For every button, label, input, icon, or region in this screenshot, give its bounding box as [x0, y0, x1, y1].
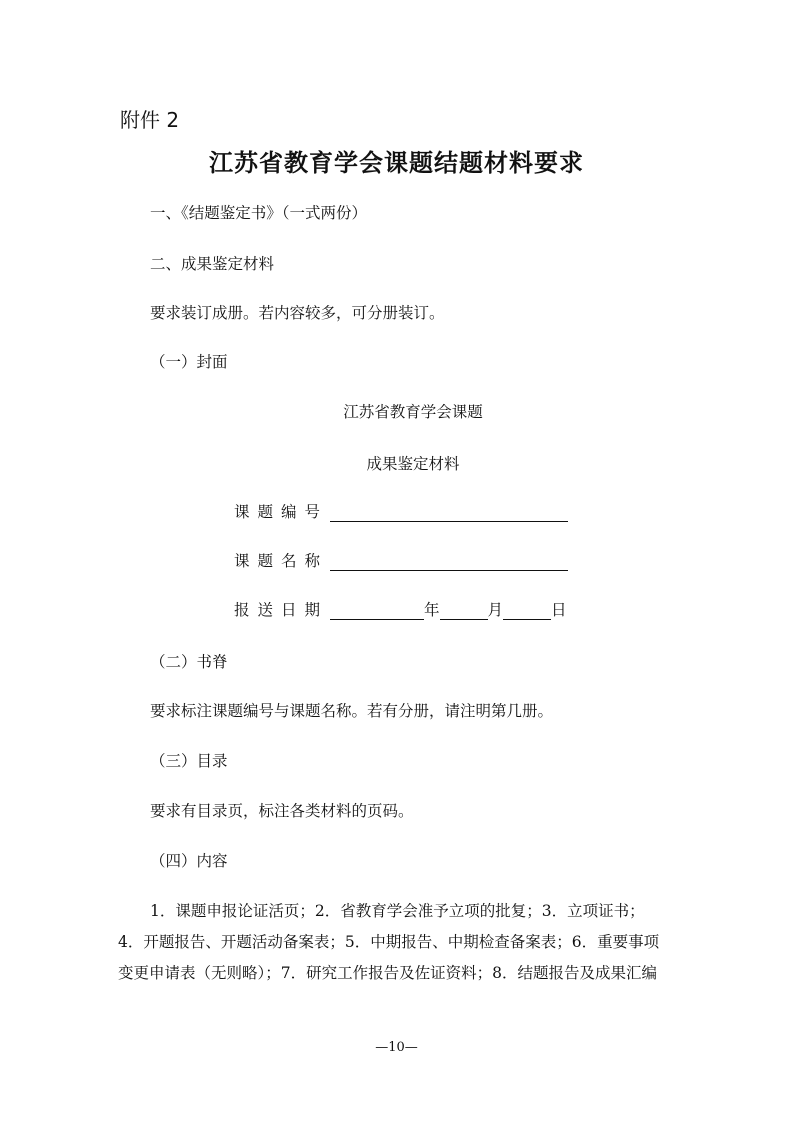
field-submit-date-label: 报送日期 [234, 601, 329, 619]
cover-line-2: 成果鉴定材料 [366, 455, 460, 473]
year-blank [330, 601, 424, 620]
spine-description: 要求标注课题编号与课题名称。若有分册，请注明第几册。 [150, 702, 554, 720]
topic-name-blank [330, 552, 568, 571]
content-line-2: 4．开题报告、开题活动备案表；5．中期报告、中期检查备案表；6．重要事项 [118, 933, 660, 951]
toc-description: 要求有目录页，标注各类材料的页码。 [150, 802, 414, 820]
day-label: 日 [551, 601, 567, 619]
field-topic-number [234, 500, 568, 522]
document-title: 江苏省教育学会课题结题材料要求 [209, 149, 584, 177]
year-label: 年 [424, 601, 440, 619]
section-2: 二、成果鉴定材料 [150, 255, 275, 273]
content-heading: （四）内容 [150, 852, 228, 870]
content-line-3: 变更申请表（无则略）；7．研究工作报告及佐证资料；8．结题报告及成果汇编 [118, 964, 657, 982]
day-blank [503, 601, 551, 620]
field-topic-number-label: 课题编号 [234, 503, 329, 521]
cover-heading: （一）封面 [150, 353, 228, 371]
month-blank [440, 601, 488, 620]
content-line-1: 1．课题申报论证活页；2．省教育学会准予立项的批复；3．立项证书； [150, 902, 645, 920]
field-topic-name [234, 549, 568, 571]
topic-number-blank [330, 503, 568, 522]
attachment-label: 附件 2 [120, 108, 180, 132]
month-label: 月 [487, 601, 504, 619]
spine-heading: （二）书脊 [150, 653, 228, 671]
cover-line-1: 江苏省教育学会课题 [343, 403, 483, 421]
section-2-description: 要求装订成册。若内容较多，可分册装订。 [150, 304, 445, 322]
field-submit-date [234, 598, 567, 620]
section-1: 一、《结题鉴定书》（一式两份） [150, 204, 368, 222]
field-topic-name-label: 课题名称 [234, 552, 329, 570]
toc-heading: （三）目录 [150, 752, 228, 770]
page-number: —10— [375, 1040, 418, 1055]
